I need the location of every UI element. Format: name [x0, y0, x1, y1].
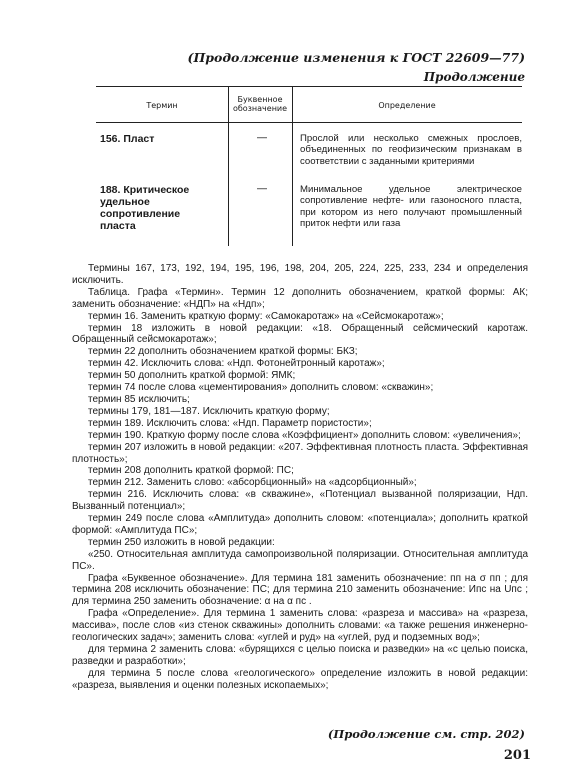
table-row-symbol: —	[256, 131, 268, 144]
paragraph: Графа «Определение». Для термина 1 заменить слова: «разреза и массива» на «разреза, массива», после слов «из стенок скважины» дополнить словами: «а также решения инженерно-геологических задач»; заменить слова: «углей и руд» на «углей, руд и подземных вод»;	[72, 608, 528, 644]
continued-note: (Продолжение см. стр. 202)	[327, 727, 525, 741]
paragraph: Таблица. Графа «Термин». Термин 12 дополнить обозначением, краткой формы: АК; заменить обозначение: «НДП» на «Ндп»;	[72, 286, 528, 310]
table-column-divider	[292, 86, 293, 246]
table-top-rule	[96, 86, 522, 87]
table-continuation-label: Продолжение	[423, 70, 525, 84]
amendment-text	[72, 263, 528, 692]
paragraph: термин 18 изложить в новой редакции: «18. Обращенный сейсмический каротаж. Обращенный сейсмокаротаж»;	[72, 322, 528, 346]
paragraph: термин 189. Исключить слова: «Ндп. Параметр пористости»;	[88, 417, 372, 429]
paragraph: термин 74 после слова «цементирования» дополнить словом: «скважин»;	[88, 382, 434, 394]
paragraph: для термина 5 после слова «геологического» определение изложить в новой редакции: «разреза, выявления и оценки полезных ископаемых»;	[72, 667, 528, 691]
paragraph: термин 208 дополнить краткой формой: ПС;	[88, 465, 294, 477]
paragraph: термин 207 изложить в новой редакции: «207. Эффективная плотность пласта. Эффективная плотность»;	[72, 441, 528, 465]
paragraph: Термины 167, 173, 192, 194, 195, 196, 198, 204, 205, 224, 225, 233, 234 и определения исключить.	[72, 263, 528, 286]
page-number: 201	[503, 748, 531, 763]
table-column-divider	[228, 86, 229, 246]
column-header-symbol: Буквенное обозначение	[232, 95, 288, 113]
paragraph: термин 249 после слова «Амплитуда» дополнить словом: «потенциала»; дополнить краткой формой: «Амплитуда ПС»;	[72, 513, 528, 536]
running-header: (Продолжение изменения к ГОСТ 22609—77)	[187, 50, 525, 65]
paragraph: для термина 2 заменить слова: «бурящихся с целью поиска и разведки» на «с целью поиска, разведки и разработки»;	[72, 644, 528, 667]
table-header-rule	[96, 122, 522, 123]
column-header-term: Термин	[146, 101, 178, 110]
paragraph: термин 216. Исключить слова: «в скважине», «Потенциал вызванной поляризации, Ндп. Вызванный потенциал»;	[72, 489, 528, 513]
paragraph: термин 212. Заменить слово: «абсорбционный» на «адсорбционный»;	[88, 477, 417, 489]
paragraph: термин 16. Заменить краткую форму: «Самокаротаж» на «Сейсмокаротаж»;	[88, 310, 444, 322]
table-row-definition: Минимальное удельное электрическое сопротивление нефте- или газоносного пласта, при котором из него получают промышленный приток нефти или газа	[300, 184, 522, 230]
paragraph: термин 50 дополнить краткой формой: ЯМК;	[88, 370, 296, 382]
paragraph: термин 190. Краткую форму после слова «Коэффициент» дополнить словом: «увеличения»;	[88, 429, 521, 441]
table-row-symbol: —	[256, 182, 268, 195]
paragraph: термин 250 изложить в новой редакции:	[88, 536, 275, 548]
paragraph: «250. Относительная амплитуда самопроизвольной поляризации. Относительная амплитуда ПС».	[72, 548, 528, 572]
table-row-term: 156. Пласт	[100, 133, 155, 145]
paragraph: термин 22 дополнить обозначением краткой формы: БКЗ;	[88, 346, 358, 358]
paragraph: термин 42. Исключить слова: «Ндп. Фотонейтронный каротаж»;	[88, 358, 385, 370]
table-row-definition: Прослой или несколько смежных прослоев, объединенных по геофизическим признакам в соответствии с заданными критериями	[300, 133, 522, 167]
paragraph: термин 85 исключить;	[88, 393, 190, 405]
paragraph: Графа «Буквенное обозначение». Для термина 181 заменить обозначение: пп на σ пп ; для термина 208 исключить обозначение: ПС; для термина 210 заменить обозначение: Ипс на Uпс ; для термина 250 заменить обозначение: α на α пс .	[72, 572, 528, 608]
column-header-definition: Определение	[378, 101, 436, 110]
paragraph: термины 179, 181—187. Исключить краткую форму;	[88, 405, 330, 417]
table-row-term: 188. Критическое удельное сопротивление пласта	[100, 184, 190, 232]
